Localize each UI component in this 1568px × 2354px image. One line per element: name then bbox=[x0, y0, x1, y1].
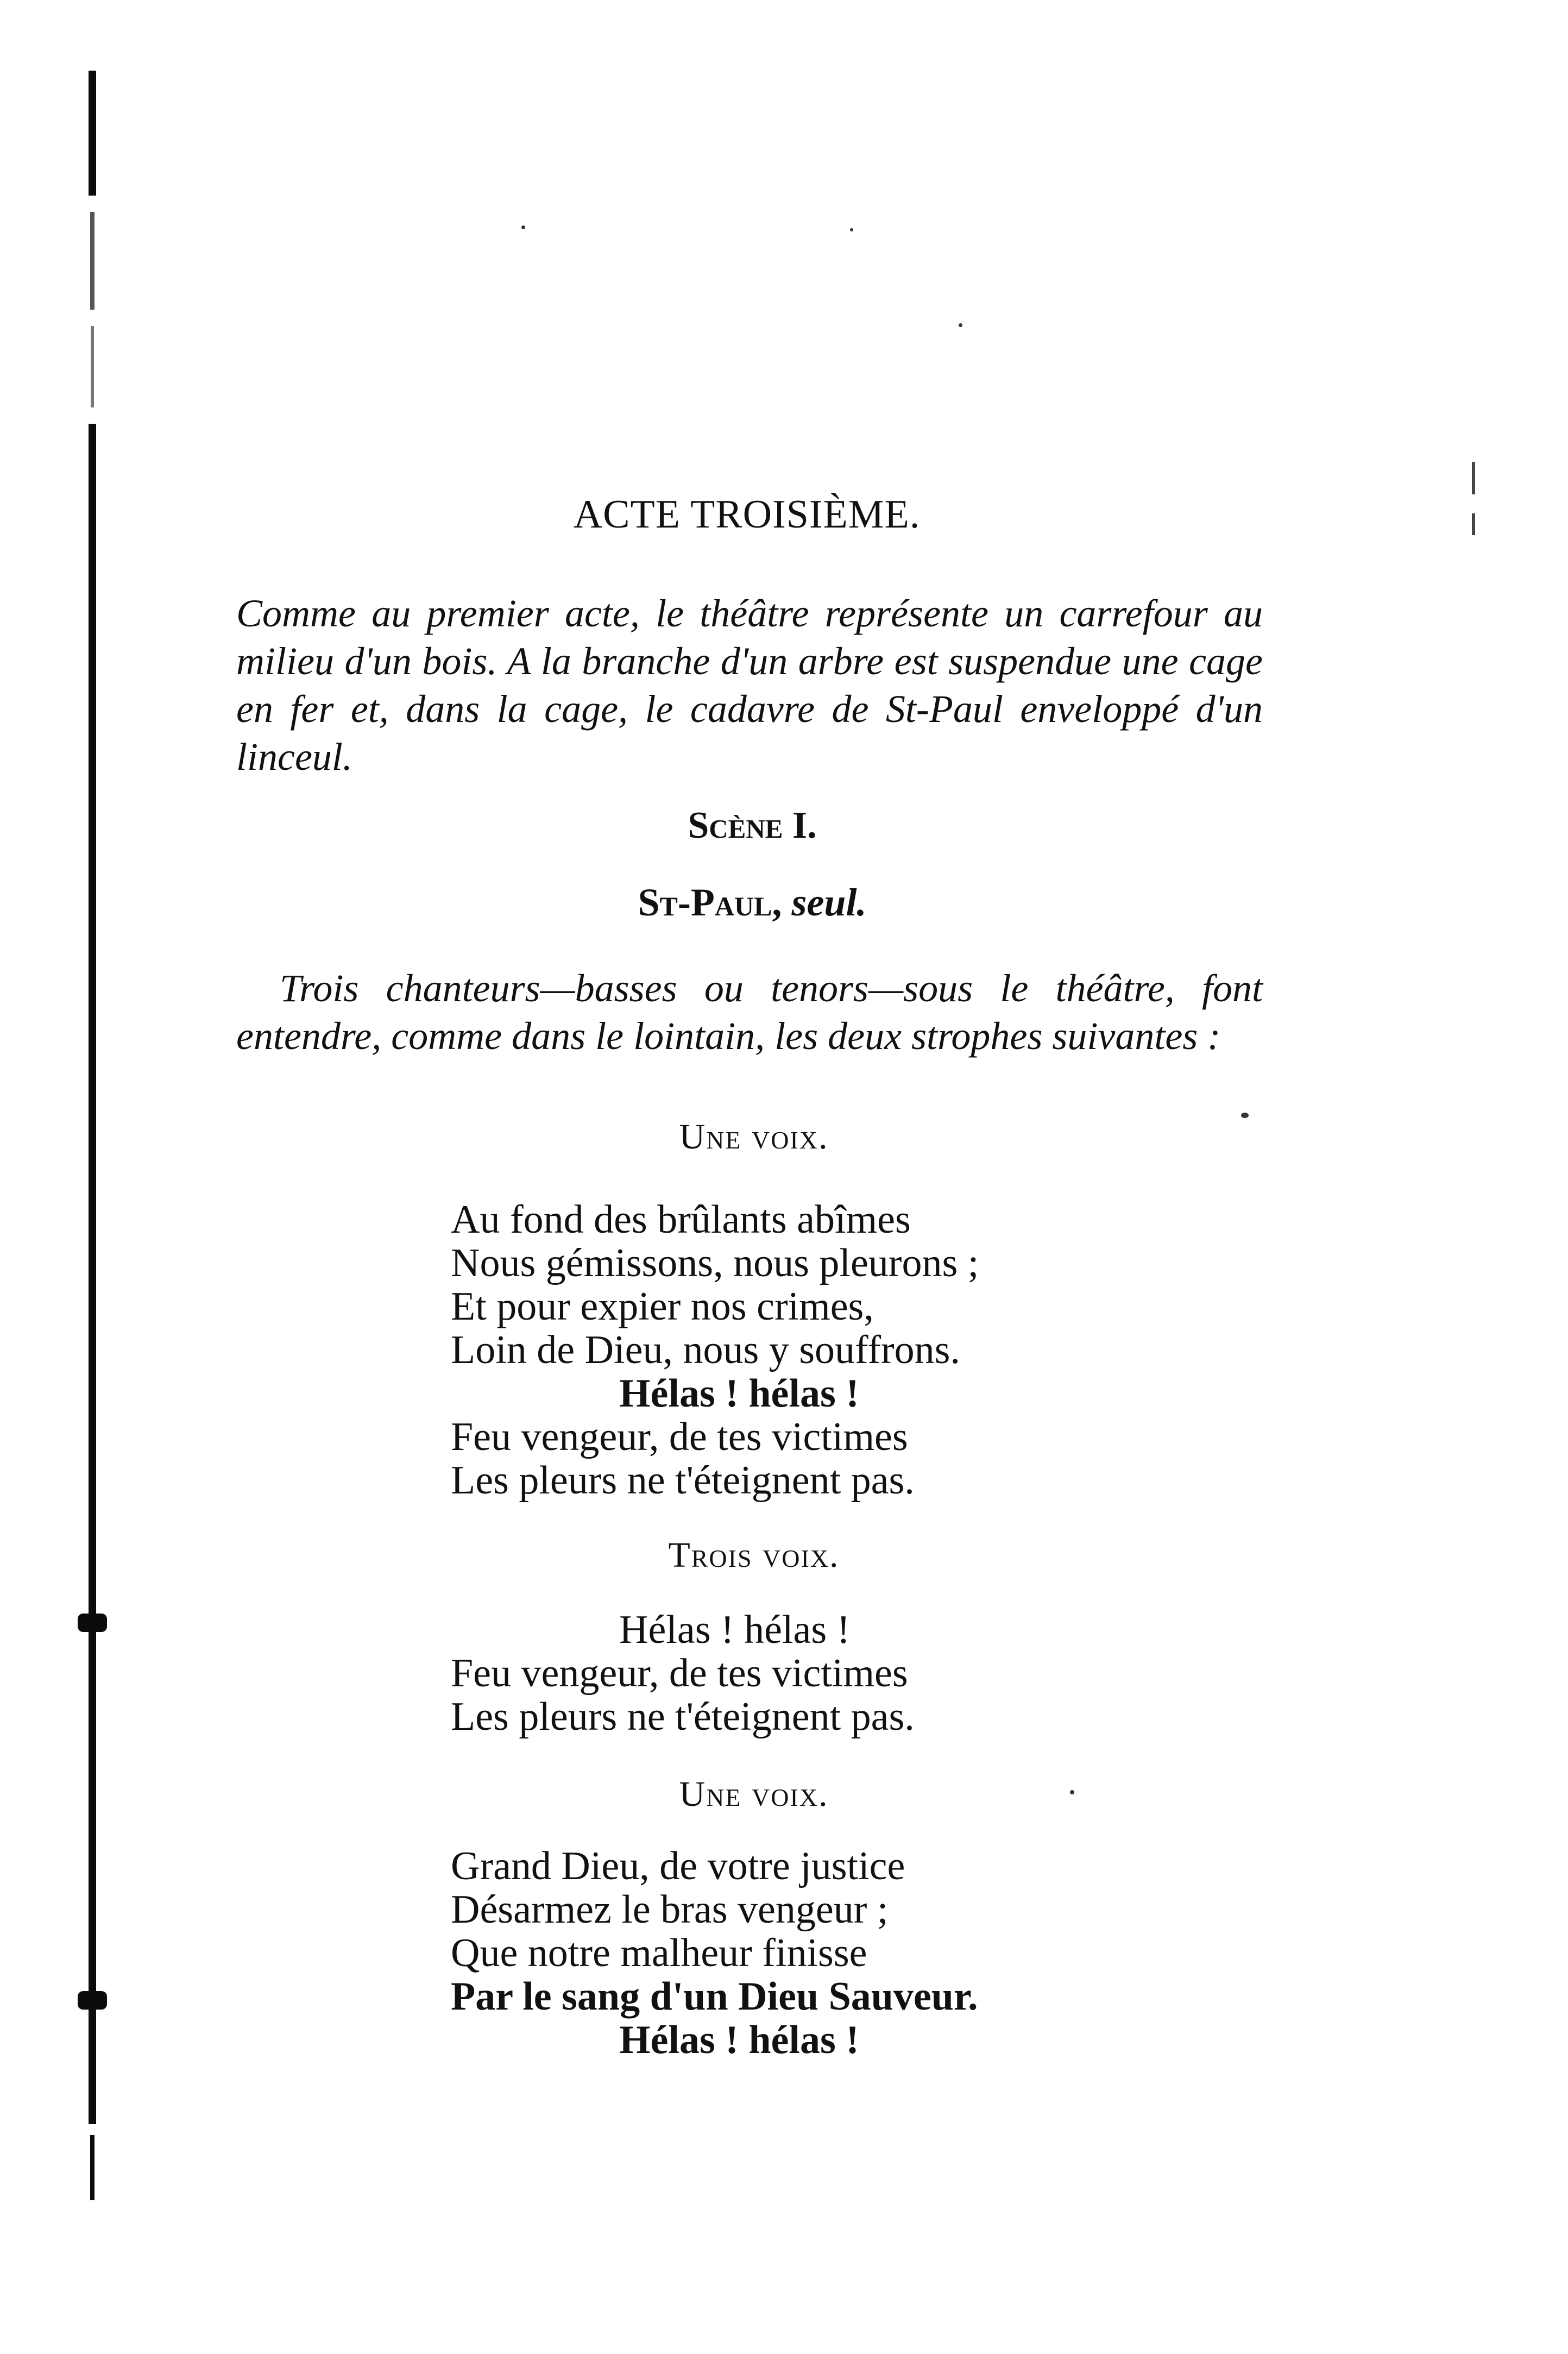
verse-line: Nous gémissons, nous pleurons ; bbox=[451, 1241, 979, 1285]
refrain-line: Hélas ! hélas ! bbox=[619, 1608, 851, 1652]
verse-stanza bbox=[451, 1844, 1265, 2062]
speck bbox=[521, 225, 525, 229]
speck bbox=[850, 228, 853, 231]
verse-line: Loin de Dieu, nous y souffrons. bbox=[451, 1328, 960, 1372]
speaker-heading: Trois voix. bbox=[668, 1535, 840, 1575]
character-line bbox=[0, 880, 1504, 925]
verse-line: Feu vengeur, de tes victimes bbox=[451, 1651, 908, 1696]
speaker-heading: Une voix. bbox=[679, 1774, 829, 1814]
speck bbox=[959, 323, 962, 327]
verse-line: Par le sang d'un Dieu Sauveur. bbox=[451, 1974, 978, 2019]
setting-stage-direction: Comme au premier acte, le théâtre représente un carrefour au milieu d'un bois. A la branche d'un arbre est suspendue une cage en fer et, dans la cage, le cadavre de St-Paul enveloppé d'un linceul. bbox=[236, 592, 1263, 779]
character-note: seul. bbox=[791, 881, 867, 924]
refrain-line: Hélas ! hélas ! bbox=[619, 1371, 859, 1416]
binding-edge bbox=[84, 71, 100, 2271]
refrain-line: Hélas ! hélas ! bbox=[619, 2018, 859, 2062]
verse-line: Les pleurs ne t'éteignent pas. bbox=[451, 1694, 915, 1739]
scene-title: Scène I. bbox=[688, 805, 817, 846]
verse-line: Au fond des brûlants abîmes bbox=[451, 1197, 911, 1242]
verse-line: Grand Dieu, de votre justice bbox=[451, 1844, 905, 1888]
verse-line: Désarmez le bras vengeur ; bbox=[451, 1887, 889, 1932]
verse-line: Feu vengeur, de tes victimes bbox=[451, 1415, 908, 1459]
verse-stanza bbox=[451, 1608, 1265, 1738]
verse-stanza bbox=[451, 1198, 1265, 1502]
verse-line: Que notre malheur finisse bbox=[451, 1931, 867, 1975]
act-title: ACTE TROISIÈME. bbox=[573, 492, 921, 537]
character-name: St-Paul, bbox=[638, 881, 782, 924]
speaker-heading: Une voix. bbox=[679, 1117, 829, 1157]
scan-mark bbox=[1472, 462, 1475, 494]
chorus-stage-direction: Trois chanteurs—basses ou tenors—sous le théâtre, font entendre, comme dans le lointain, les deux strophes suivantes : bbox=[236, 966, 1263, 1058]
verse-line: Les pleurs ne t'éteignent pas. bbox=[451, 1458, 915, 1503]
verse-line: Et pour expier nos crimes, bbox=[451, 1284, 874, 1329]
